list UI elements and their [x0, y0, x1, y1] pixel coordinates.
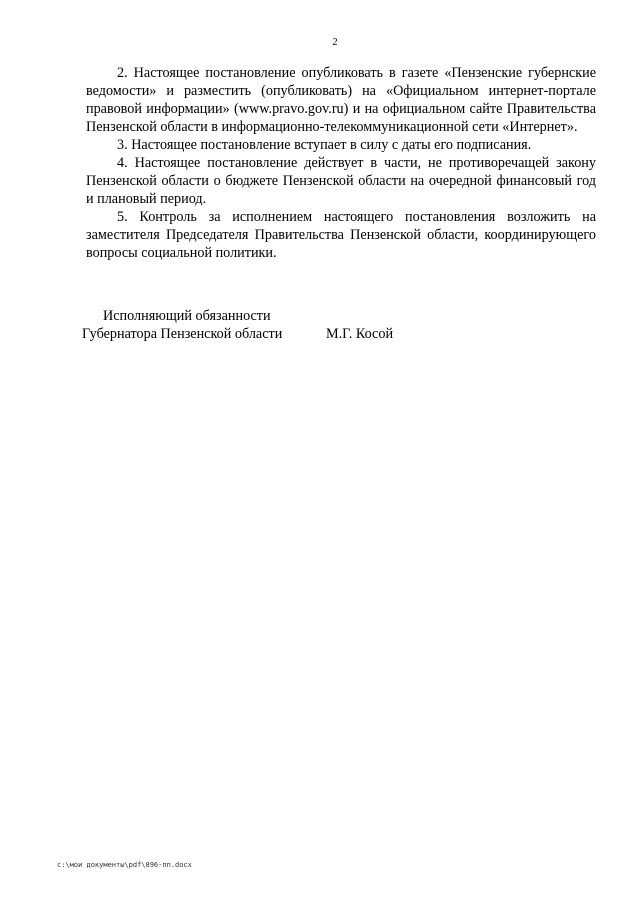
paragraph-4: 4. Настоящее постановление действует в части, не противоречащей закону Пензенской области о бюджете Пензенской области на очередной финансовый год и плановый период. — [86, 155, 596, 207]
signatory-title-line2: Губернатора Пензенской области — [82, 326, 283, 342]
file-path-footer: c:\мои документы\pdf\896-пп.docx — [57, 861, 192, 869]
paragraph-2: 2. Настоящее постановление опубликовать в газете «Пензенские губернские ведомости» и разместить (опубликовать) на «Официальном интернет-портале правовой информации» (www.pravo.gov.ru) и на официальном сайте Правительства Пензенской области в информационно-телекоммуникационной сети «Интернет». — [86, 65, 596, 135]
document-body — [86, 64, 596, 262]
paragraph-3: 3. Настоящее постановление вступает в силу с даты его подписания. — [117, 137, 532, 153]
signatory-title-line1: Исполняющий обязанности — [103, 308, 271, 324]
signature-block — [82, 307, 412, 343]
page-number: 2 — [332, 37, 338, 48]
signatory-name: М.Г. Косой — [326, 326, 394, 342]
paragraph-5: 5. Контроль за исполнением настоящего постановления возложить на заместителя Председателя Правительства Пензенской области, координирующего вопросы социальной политики. — [86, 209, 596, 261]
